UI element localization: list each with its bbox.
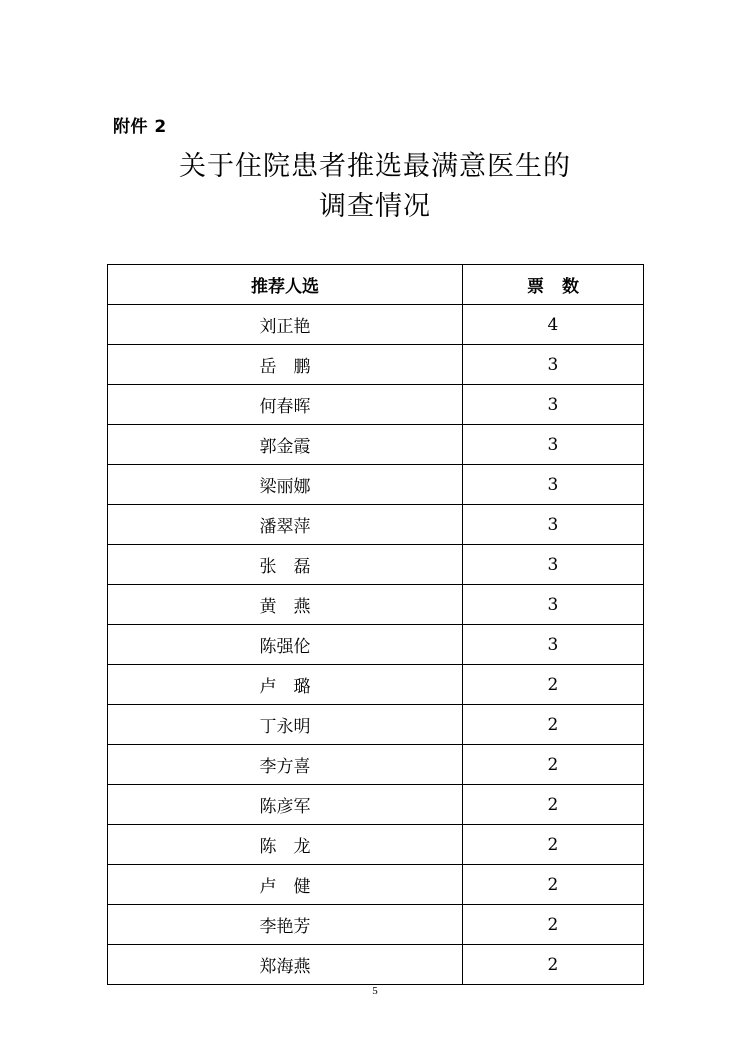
table-row [108,665,644,705]
nominee-name: 卢 健 [108,865,463,905]
table-row [108,425,644,465]
nominee-name: 李方喜 [108,745,463,785]
nominee-name: 黄 燕 [108,585,463,625]
table-row [108,865,644,905]
vote-count: 2 [462,945,643,985]
vote-count: 3 [462,345,643,385]
nominee-name: 潘翠萍 [108,505,463,545]
table-row [108,305,644,345]
vote-count: 2 [462,745,643,785]
table-row [108,945,644,985]
nominee-name: 梁丽娜 [108,465,463,505]
survey-table [107,264,644,985]
vote-count: 2 [462,825,643,865]
nominee-name: 何春晖 [108,385,463,425]
vote-count: 4 [462,305,643,345]
vote-count: 3 [462,505,643,545]
document-title-line-1: 关于住院患者推选最满意医生的 [179,151,571,182]
vote-count: 3 [462,465,643,505]
table-row [108,785,644,825]
nominee-name: 陈强伦 [108,625,463,665]
vote-count: 2 [462,785,643,825]
table-row [108,745,644,785]
nominee-name: 张 磊 [108,545,463,585]
table-row [108,385,644,425]
header-votes: 票数 [462,265,643,305]
nominee-name: 卢 璐 [108,665,463,705]
nominee-name: 丁永明 [108,705,463,745]
attachment-label: 附件 2 [113,117,167,137]
table-header-row [108,265,644,305]
vote-count: 3 [462,425,643,465]
table-row [108,545,644,585]
table-row [108,905,644,945]
table-row [108,705,644,745]
vote-count: 3 [462,585,643,625]
table-row [108,825,644,865]
vote-count: 2 [462,665,643,705]
nominee-name: 陈彦军 [108,785,463,825]
nominee-name: 岳 鹏 [108,345,463,385]
table-body [108,305,644,985]
nominee-name: 刘正艳 [108,305,463,345]
table-row [108,625,644,665]
page-number: 5 [372,985,378,997]
nominee-name: 郭金霞 [108,425,463,465]
table-row [108,505,644,545]
nominee-name: 陈 龙 [108,825,463,865]
nominee-name: 郑海燕 [108,945,463,985]
document-title-line-2: 调查情况 [319,191,431,222]
vote-count: 3 [462,385,643,425]
vote-count: 2 [462,865,643,905]
vote-count: 2 [462,705,643,745]
nominee-name: 李艳芳 [108,905,463,945]
table-row [108,465,644,505]
vote-count: 3 [462,545,643,585]
vote-count: 2 [462,905,643,945]
table-row [108,345,644,385]
table-row [108,585,644,625]
vote-count: 3 [462,625,643,665]
header-nominee: 推荐人选 [108,265,463,305]
